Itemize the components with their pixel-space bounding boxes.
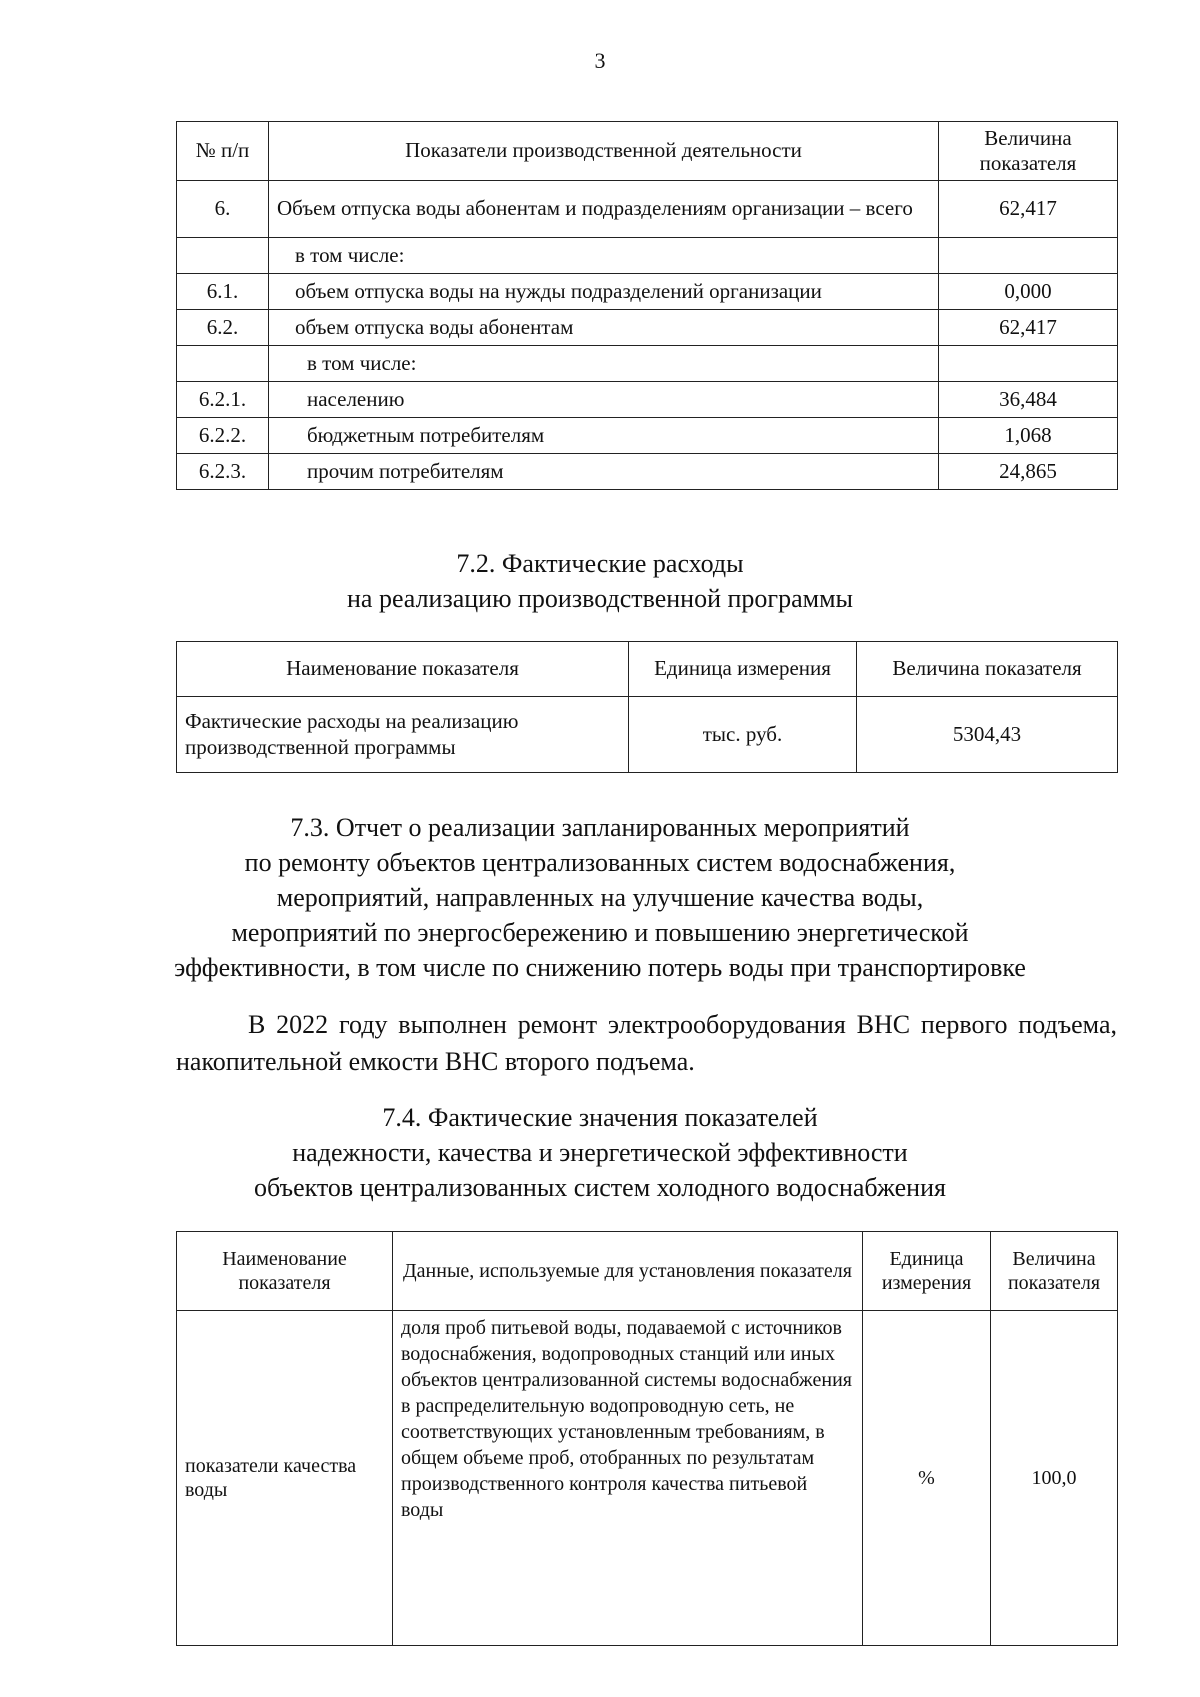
row-num: 6.2.2. xyxy=(177,418,269,454)
header-indicators: Показатели производственной деятельности xyxy=(269,122,939,181)
table-row xyxy=(177,697,1118,773)
row-num xyxy=(177,238,269,274)
repair-report-paragraph: В 2022 году выполнен ремонт электрооборудования ВНС первого подъема, накопительной емкости ВНС второго подъема. xyxy=(176,1010,1117,1076)
row-unit: % xyxy=(863,1311,991,1646)
row-name: объем отпуска воды на нужды подразделений организации xyxy=(269,274,939,310)
row-name: Объем отпуска воды абонентам и подразделениям организации – всего xyxy=(269,181,939,238)
row-value xyxy=(939,238,1118,274)
table-row xyxy=(177,382,1118,418)
table-row xyxy=(177,238,1118,274)
table-row xyxy=(177,1311,1118,1646)
row-name: населению xyxy=(269,382,939,418)
row-num: 6.2.1. xyxy=(177,382,269,418)
table-header-row xyxy=(177,122,1118,181)
heading-line: 7.4. Фактические значения показателей xyxy=(382,1103,818,1132)
row-value: 62,417 xyxy=(939,310,1118,346)
heading-line: эффективности, в том числе по снижению потерь воды при транспортировке xyxy=(174,953,1026,982)
header-data: Данные, используемые для установления показателя xyxy=(393,1232,863,1311)
row-num xyxy=(177,346,269,382)
header-name: Наименование показателя xyxy=(177,642,629,697)
row-name: в том числе: xyxy=(269,238,939,274)
row-name: бюджетным потребителям xyxy=(269,418,939,454)
header-value: Величина показателя xyxy=(991,1232,1118,1311)
row-value xyxy=(939,346,1118,382)
row-value: 5304,43 xyxy=(857,697,1118,773)
heading-line: на реализацию производственной программы xyxy=(346,584,853,613)
header-unit: Единица измерения xyxy=(863,1232,991,1311)
row-value: 24,865 xyxy=(939,454,1118,490)
table-row xyxy=(177,454,1118,490)
row-num: 6. xyxy=(177,181,269,238)
heading-line: объектов централизованных систем холодного водоснабжения xyxy=(254,1173,946,1202)
heading-line: мероприятий, направленных на улучшение качества воды, xyxy=(276,883,924,912)
row-name: показатели качества воды xyxy=(177,1311,393,1646)
row-value: 100,0 xyxy=(991,1311,1118,1646)
header-value: Величина показателя xyxy=(939,122,1118,181)
row-name: объем отпуска воды абонентам xyxy=(269,310,939,346)
row-value: 62,417 xyxy=(939,181,1118,238)
header-unit: Единица измерения xyxy=(629,642,857,697)
page-number: 3 xyxy=(594,48,606,73)
row-name: в том числе: xyxy=(269,346,939,382)
row-name: Фактические расходы на реализацию производственной программы xyxy=(177,697,629,773)
header-num: № п/п xyxy=(177,122,269,181)
row-unit: тыс. руб. xyxy=(629,697,857,773)
heading-line: по ремонту объектов централизованных систем водоснабжения, xyxy=(244,848,956,877)
header-value: Величина показателя xyxy=(857,642,1118,697)
table-row xyxy=(177,181,1118,238)
row-value: 1,068 xyxy=(939,418,1118,454)
heading-line: 7.2. Фактические расходы xyxy=(456,549,744,578)
heading-line: надежности, качества и энергетической эффективности xyxy=(292,1138,908,1167)
table-row xyxy=(177,274,1118,310)
row-num: 6.2.3. xyxy=(177,454,269,490)
section-7-3-heading xyxy=(0,810,1200,985)
row-value: 0,000 xyxy=(939,274,1118,310)
water-quality-indicators-table xyxy=(176,1231,1118,1646)
row-data: доля проб питьевой воды, подаваемой с источников водоснабжения, водопроводных станций или иных объектов централизованной системы водоснабжения в распределительную водопроводную сеть, не соответствующих установленным требованиям, в общем объеме проб, отобранных по результатам производственного контроля качества питьевой воды xyxy=(393,1311,863,1646)
table-header-row xyxy=(177,1232,1118,1311)
production-indicators-table xyxy=(176,121,1118,490)
row-num: 6.1. xyxy=(177,274,269,310)
header-name: Наименование показателя xyxy=(177,1232,393,1311)
row-name: прочим потребителям xyxy=(269,454,939,490)
heading-line: 7.3. Отчет о реализации запланированных мероприятий xyxy=(290,813,910,842)
table-row xyxy=(177,346,1118,382)
row-num: 6.2. xyxy=(177,310,269,346)
table-row xyxy=(177,310,1118,346)
section-7-2-heading xyxy=(0,546,1200,616)
table-row xyxy=(177,418,1118,454)
actual-expenses-table xyxy=(176,641,1118,773)
table-header-row xyxy=(177,642,1118,697)
section-7-4-heading xyxy=(0,1100,1200,1205)
row-value: 36,484 xyxy=(939,382,1118,418)
heading-line: мероприятий по энергосбережению и повышению энергетической xyxy=(231,918,969,947)
